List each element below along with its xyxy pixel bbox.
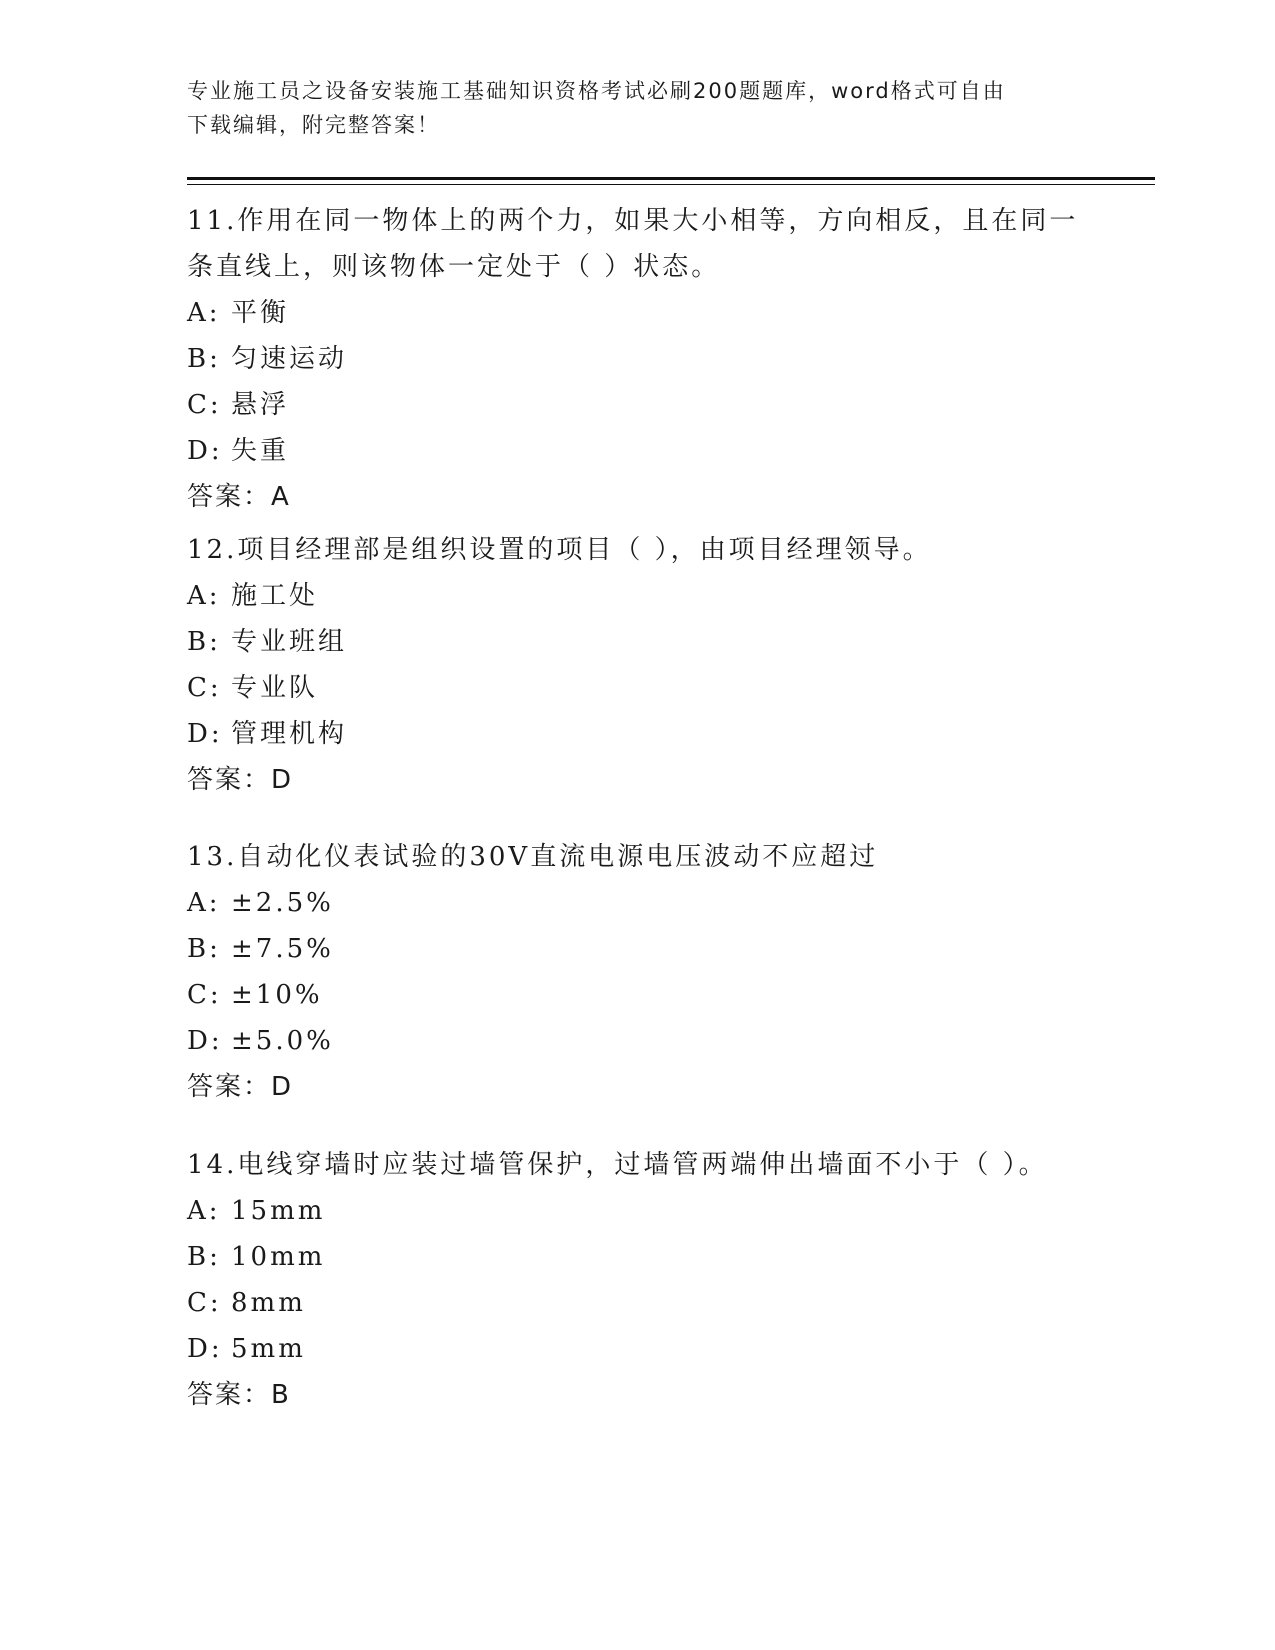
option-key: A: bbox=[187, 888, 221, 918]
option-text: 15mm bbox=[231, 1196, 326, 1226]
option-key: C: bbox=[187, 1288, 222, 1318]
option-text: 平衡 bbox=[231, 298, 290, 328]
option-text: 专业班组 bbox=[231, 627, 348, 657]
question-block bbox=[187, 1142, 1107, 1418]
option-key: C: bbox=[187, 980, 222, 1010]
option-b bbox=[187, 926, 1107, 972]
option-c bbox=[187, 972, 1107, 1018]
option-text: 10mm bbox=[231, 1242, 326, 1272]
option-text: 失重 bbox=[231, 436, 290, 466]
option-key: A: bbox=[187, 298, 221, 328]
option-d bbox=[187, 1326, 1107, 1372]
option-a bbox=[187, 1188, 1107, 1234]
option-text: 管理机构 bbox=[231, 719, 348, 749]
question-text: 14.电线穿墙时应装过墙管保护，过墙管两端伸出墙面不小于（ ）。 bbox=[187, 1150, 1048, 1180]
question-text: 13.自动化仪表试验的30V直流电源电压波动不应超过 bbox=[187, 842, 879, 872]
answer-label: 答案：A bbox=[187, 482, 291, 512]
option-c bbox=[187, 1280, 1107, 1326]
question-block bbox=[187, 834, 1107, 1110]
option-d bbox=[187, 428, 1107, 474]
question-text: 12.项目经理部是组织设置的项目（ ），由项目经理领导。 bbox=[187, 535, 932, 565]
option-a bbox=[187, 573, 1107, 619]
answer-label: 答案：B bbox=[187, 1380, 291, 1410]
header-divider-thick bbox=[187, 177, 1155, 180]
option-text: 8mm bbox=[231, 1288, 306, 1318]
option-text: ±7.5% bbox=[231, 934, 334, 964]
question-block bbox=[187, 198, 1107, 520]
option-key: B: bbox=[187, 344, 221, 374]
option-text: ±10% bbox=[231, 980, 323, 1010]
option-key: B: bbox=[187, 934, 221, 964]
option-text: 5mm bbox=[231, 1334, 306, 1364]
option-key: D: bbox=[187, 1026, 223, 1056]
answer-label: 答案：D bbox=[187, 765, 294, 795]
question-text: 11.作用在同一物体上的两个力，如果大小相等，方向相反，且在同一 bbox=[187, 206, 1079, 236]
option-key: B: bbox=[187, 627, 221, 657]
option-d bbox=[187, 1018, 1107, 1064]
option-text: ±5.0% bbox=[231, 1026, 334, 1056]
option-text: 悬浮 bbox=[231, 390, 290, 420]
option-key: D: bbox=[187, 436, 223, 466]
option-key: C: bbox=[187, 673, 222, 703]
option-a bbox=[187, 290, 1107, 336]
header-line-1: 专业施工员之设备安装施工基础知识资格考试必刷200题题库，word格式可自由 bbox=[187, 79, 1006, 103]
header-line-2: 下载编辑，附完整答案！ bbox=[187, 113, 440, 137]
option-b bbox=[187, 336, 1107, 382]
header-divider-thin bbox=[187, 184, 1155, 185]
question-block bbox=[187, 527, 1107, 803]
option-key: A: bbox=[187, 1196, 221, 1226]
option-b bbox=[187, 1234, 1107, 1280]
option-d bbox=[187, 711, 1107, 757]
option-key: C: bbox=[187, 390, 222, 420]
answer-label: 答案：D bbox=[187, 1072, 294, 1102]
option-text: 专业队 bbox=[231, 673, 319, 703]
option-c bbox=[187, 665, 1107, 711]
option-a bbox=[187, 880, 1107, 926]
option-text: 施工处 bbox=[231, 581, 319, 611]
option-key: D: bbox=[187, 1334, 223, 1364]
option-key: B: bbox=[187, 1242, 221, 1272]
option-b bbox=[187, 619, 1107, 665]
option-key: A: bbox=[187, 581, 221, 611]
document-header bbox=[187, 74, 1087, 142]
option-text: 匀速运动 bbox=[231, 344, 348, 374]
option-c bbox=[187, 382, 1107, 428]
option-text: ±2.5% bbox=[231, 888, 334, 918]
option-key: D: bbox=[187, 719, 223, 749]
question-text: 条直线上，则该物体一定处于（ ）状态。 bbox=[187, 252, 721, 282]
